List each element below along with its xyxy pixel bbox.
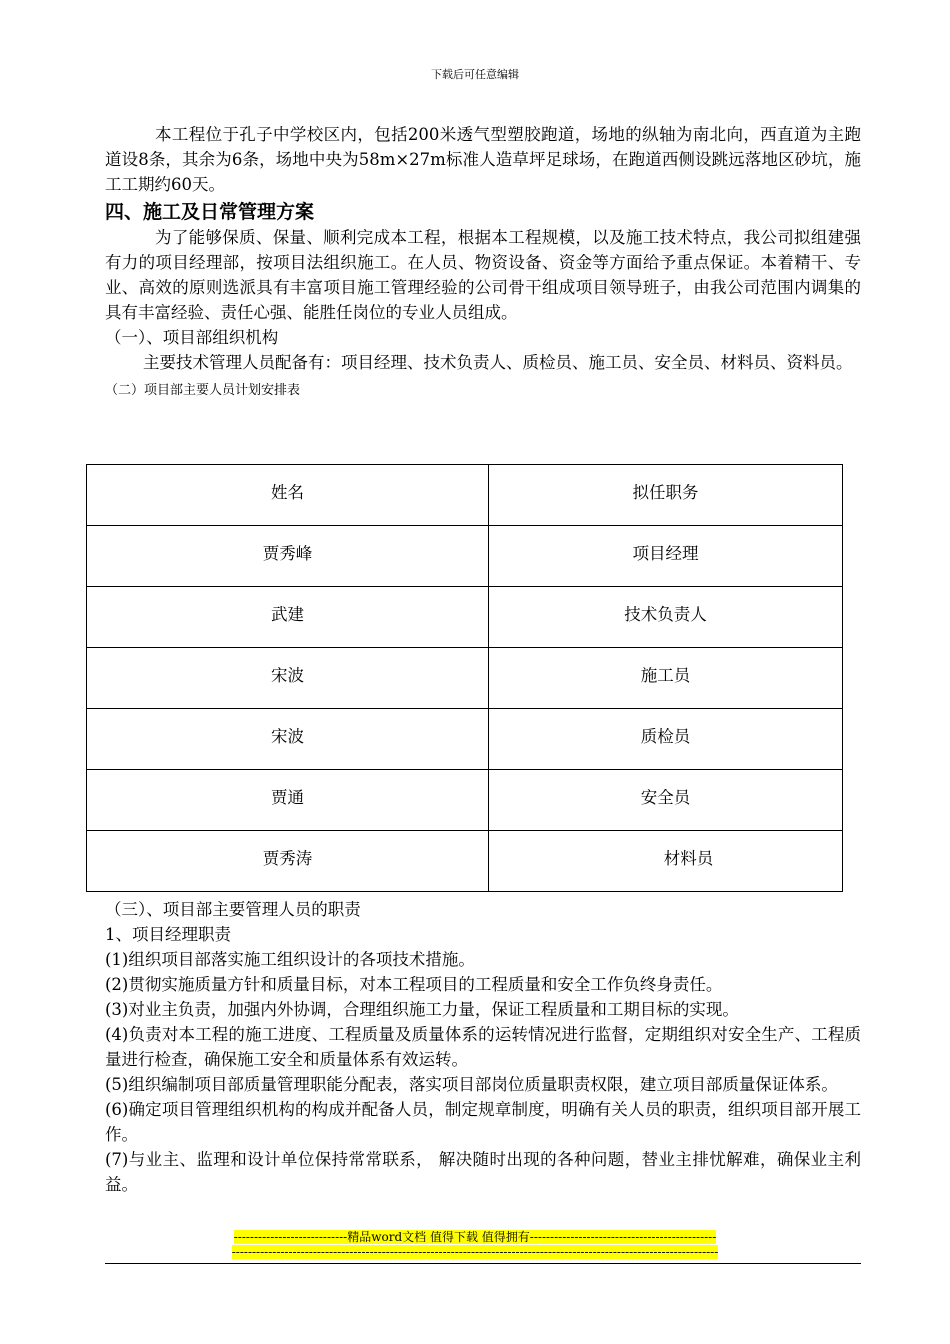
section-4-paragraph: 为了能够保质、保量、顺利完成本工程，根据本工程规模，以及施工技术特点，我公司拟组建强有力的项目经理部，按项目法组织施工。在人员、物资设备、资金等方面给予重点保证。本着精干、专业、高效的原则选派具有丰富项目施工管理经验的公司骨干组成项目领导班子，由我公司范围内调集的具有丰富经验、责任心强、能胜任岗位的专业人员组成。 (105, 228, 861, 322)
table-cell-role: 材料员 (489, 831, 843, 892)
section-4-title: 四、施工及日常管理方案 (105, 201, 315, 223)
staff-plan-table (86, 464, 843, 892)
table-cell-role: 施工员 (489, 648, 843, 709)
footer-banner-dashes: ------------------------------------------------------------------------------------------------------------------------ (231, 1245, 719, 1259)
footer-banner-text: ----------------------------精品word文档 值得下载 值得拥有---------------------------------------------- (233, 1230, 717, 1244)
duty-item: (4)负责对本工程的施工进度、工程质量及质量体系的运转情况进行监督，定期组织对安全生产、工程质量进行检查，确保施工安全和质量体系有效运转。 (105, 1025, 861, 1069)
table-row (87, 587, 843, 648)
table-header-row (87, 465, 843, 526)
table-row (87, 709, 843, 770)
subsection-2-caption: （二）项目部主要人员计划安排表 (105, 383, 301, 398)
intro-paragraph: 本工程位于孔子中学校区内，包括200米透气型塑胶跑道，场地的纵轴为南北向，西直道为主跑道设8条，其余为6条，场地中央为58m×27m标准人造草坪足球场，在跑道西侧设跳远落地区砂坑，施工工期约60天。 (105, 125, 861, 194)
footer-banner-line-2 (0, 1245, 950, 1260)
duty-item: (5)组织编制项目部质量管理职能分配表，落实项目部岗位质量职责权限，建立项目部质量保证体系。 (105, 1075, 838, 1094)
subsection-1-title: （一）、项目部组织机构 (105, 328, 279, 347)
table-row (87, 648, 843, 709)
duty-item: (6)确定项目管理组织机构的构成并配备人员，制定规章制度，明确有关人员的职责，组织项目部开展工作。 (105, 1100, 861, 1144)
duty-item: (7)与业主、监理和设计单位保持常常联系， 解决随时出现的各种问题，替业主排忧解难，确保业主利益。 (105, 1150, 861, 1194)
duties-content (105, 897, 861, 1197)
table-cell-name: 贾秀峰 (87, 526, 489, 587)
duty-item: (1)组织项目部落实施工组织设计的各项技术措施。 (105, 950, 475, 969)
duty-item: (3)对业主负责，加强内外协调，合理组织施工力量，保证工程质量和工期目标的实现。 (105, 1000, 739, 1019)
table-cell-role: 安全员 (489, 770, 843, 831)
table-row (87, 831, 843, 892)
table-header-cell: 姓名 (87, 465, 489, 526)
table-row (87, 526, 843, 587)
body-content (105, 122, 861, 403)
duty-heading: 1、项目经理职责 (105, 925, 231, 944)
table-cell-name: 贾秀涛 (87, 831, 489, 892)
footer-divider (105, 1263, 861, 1264)
table-cell-name: 武建 (87, 587, 489, 648)
table-cell-role: 技术负责人 (489, 587, 843, 648)
table-cell-name: 宋波 (87, 648, 489, 709)
footer-banner-line-1 (0, 1230, 950, 1245)
subsection-3-title: （三）、项目部主要管理人员的职责 (105, 900, 361, 919)
table-row (87, 770, 843, 831)
duty-item: (2)贯彻实施质量方针和质量目标，对本工程项目的工程质量和安全工作负终身责任。 (105, 975, 723, 994)
table-cell-role: 质检员 (489, 709, 843, 770)
table-cell-role: 项目经理 (489, 526, 843, 587)
table-header-cell: 拟任职务 (489, 465, 843, 526)
subsection-1-paragraph: 主要技术管理人员配备有：项目经理、技术负责人、质检员、施工员、安全员、材料员、资料员。 (143, 353, 853, 372)
table-cell-name: 宋波 (87, 709, 489, 770)
header-note: 下载后可任意编辑 (431, 68, 519, 81)
table-cell-name: 贾通 (87, 770, 489, 831)
